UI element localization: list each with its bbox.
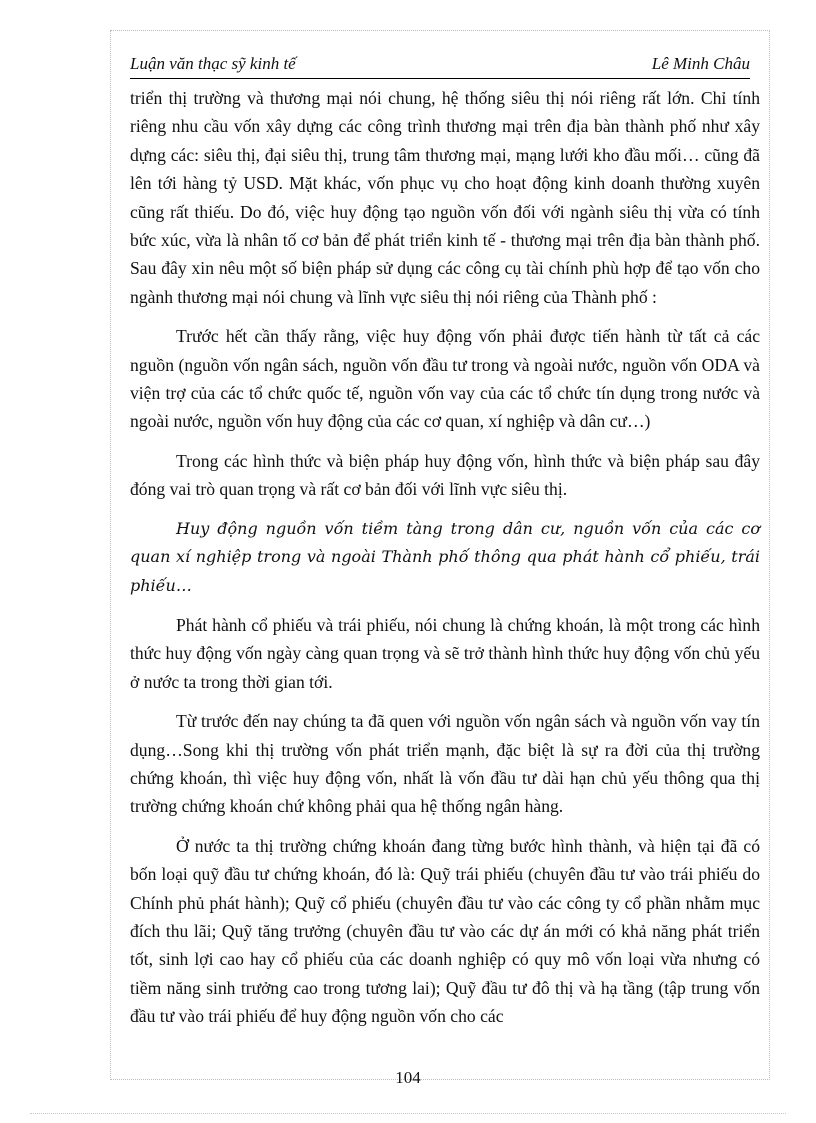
- page-number: 104: [395, 1068, 421, 1087]
- page-bottom-divider: [30, 1113, 786, 1114]
- paragraph: Trong các hình thức và biện pháp huy động vốn, hình thức và biện pháp sau đây đóng vai trò quan trọng và rất cơ bản đối với lĩnh vực siêu thị.: [130, 450, 760, 500]
- header-thesis-title: Luận văn thạc sỹ kinh tế: [130, 54, 296, 73]
- paragraph: Phát hành cổ phiếu và trái phiếu, nói chung là chứng khoán, là một trong các hình thức huy động vốn ngày càng quan trọng và sẽ trở thành hình thức huy động vốn chủ yếu ở nước ta trong thời gian tới.: [130, 614, 760, 692]
- paragraph-continuation: triển thị trường và thương mại nói chung, hệ thống siêu thị nói riêng rất lớn. Chỉ tính riêng nhu cầu vốn xây dựng các công trình thương mại trên địa bàn thành phố như xây dựng các: siêu thị, đại siêu thị, trung tâm thương mại, mạng lưới kho đầu mối… cũng đã lên tới hàng tỷ USD. Mặt khác, vốn phục vụ cho hoạt động kinh doanh thường xuyên cũng rất thiếu. Do đó, việc huy động tạo nguồn vốn đối với ngành siêu thị vừa có tính bức xúc, vừa là nhân tố cơ bản để phát triển kinh tế - thương mại trên địa bàn thành phố. Sau đây xin nêu một số biện pháp sử dụng các công cụ tài chính phù hợp để tạo vốn cho ngành thương mại nói chung và lĩnh vực siêu thị nói riêng của Thành phố :: [130, 88, 760, 307]
- header-author: Lê Minh Châu: [651, 54, 750, 73]
- page-header: [130, 52, 750, 79]
- paragraph: Từ trước đến nay chúng ta đã quen với nguồn vốn ngân sách và nguồn vốn vay tín dụng…Song khi thị trường vốn phát triển mạnh, đặc biệt là sự ra đời của thị trường chứng khoán, thì việc huy động vốn, nhất là vốn đầu tư dài hạn chủ yếu thông qua thị trường chứng khoán chứ không phải qua hệ thống ngân hàng.: [130, 711, 760, 817]
- italic-subheading: Huy động nguồn vốn tiềm tàng trong dân cư, nguồn vốn của các cơ quan xí nghiệp trong và ngoài Thành phố thông qua phát hành cổ phiếu, trái phiếu…: [130, 518, 760, 595]
- paragraph: Trước hết cần thấy rằng, việc huy động vốn phải được tiến hành từ tất cả các nguồn (nguồn vốn ngân sách, nguồn vốn đầu tư trong và ngoài nước, nguồn vốn ODA và viện trợ của các tổ chức quốc tế, nguồn vốn vay của các tổ chức tín dụng trong nước và ngoài nước, nguồn vốn huy động của các cơ quan, xí nghiệp và dân cư…): [130, 326, 760, 432]
- paragraph: Ở nước ta thị trường chứng khoán đang từng bước hình thành, và hiện tại đã có bốn loại quỹ đầu tư chứng khoán, đó là: Quỹ trái phiếu (chuyên đầu tư vào trái phiếu do Chính phủ phát hành); Quỹ cổ phiếu (chuyên đầu tư vào các công ty cổ phần nhằm mục đích thu lãi; Quỹ tăng trưởng (chuyên đầu tư vào các dự án mới có khả năng phát triển tốt, sinh lợi cao hay cổ phiếu của các doanh nghiệp có quy mô vốn loại vừa nhưng có tiềm năng sinh trưởng cao trong tương lai); Quỹ đầu tư đô thị và hạ tầng (tập trung vốn đầu tư vào trái phiếu để huy động nguồn vốn cho các: [130, 835, 760, 1027]
- body-text: [130, 84, 760, 1042]
